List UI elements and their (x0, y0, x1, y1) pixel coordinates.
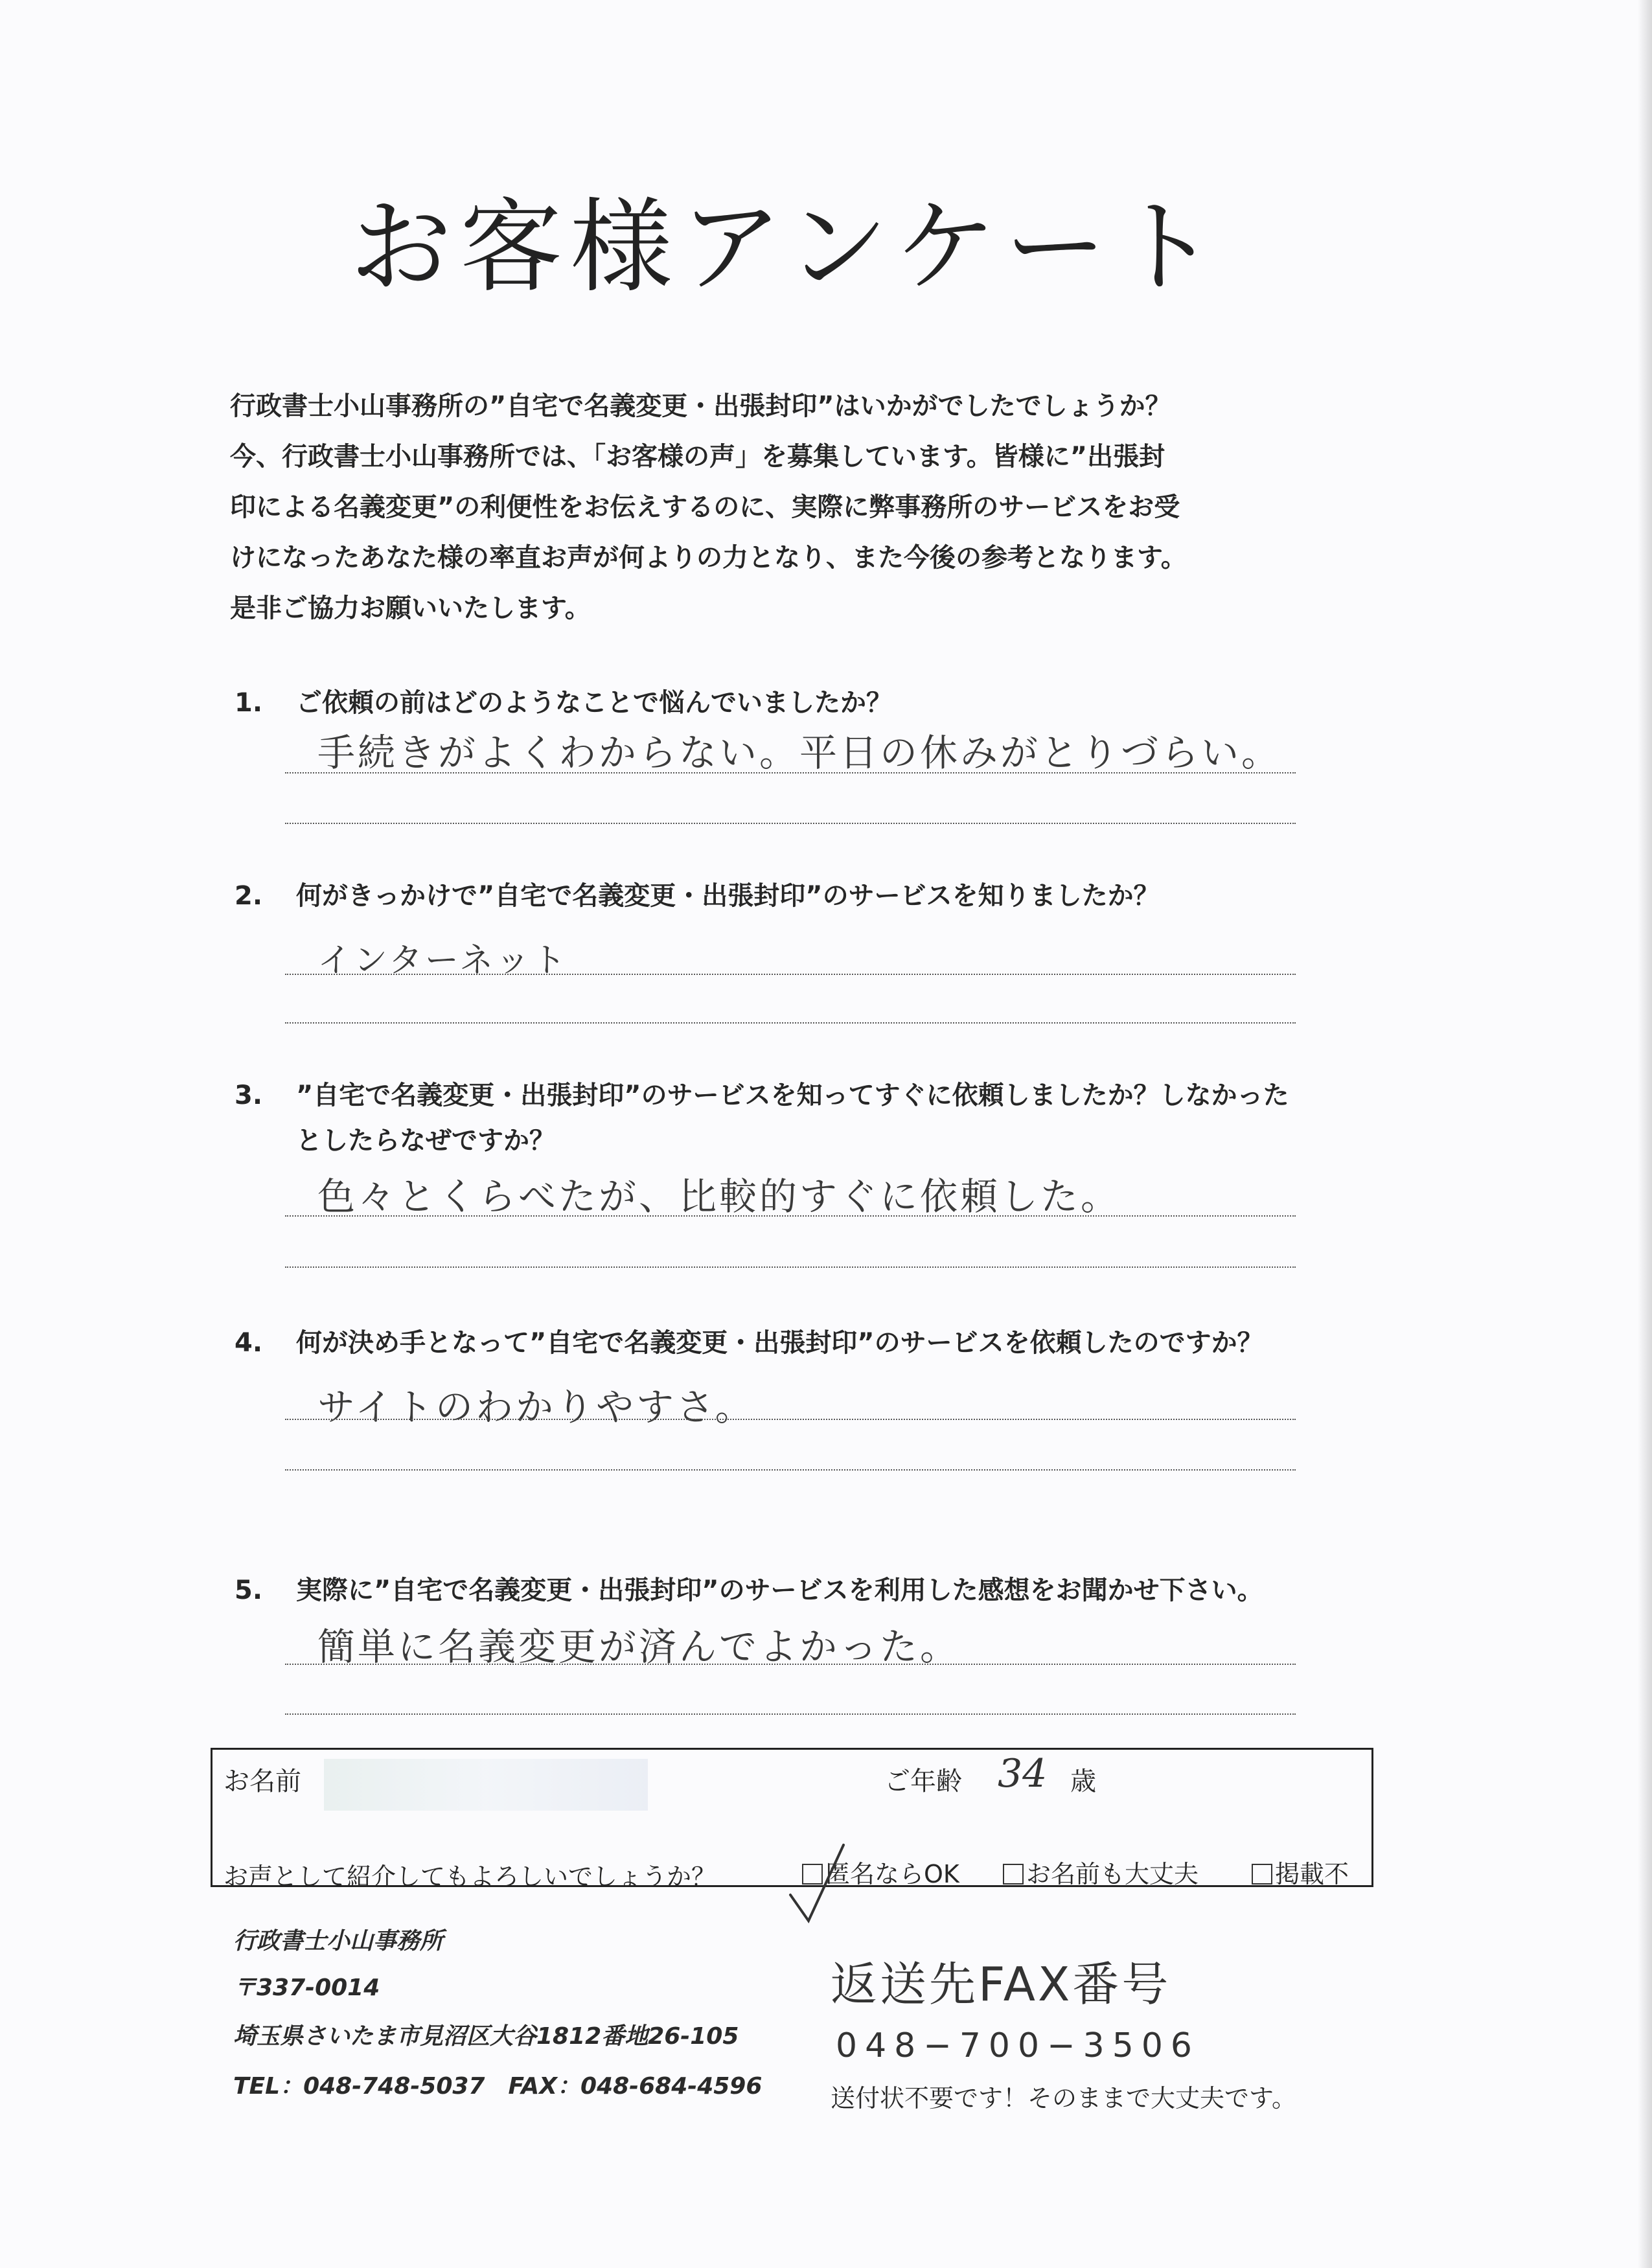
age-label: ご年齢 (884, 1767, 962, 1796)
question-number: 1. (235, 688, 263, 718)
intro-line: 印による名義変更”の利便性をお伝えするのに、実際に弊事務所のサービスをお受 (230, 492, 1180, 522)
consent-question: お声として紹介してもよろしいでしょうか？ (224, 1862, 717, 1891)
answer-2: インターネット (317, 941, 569, 980)
office-name: 行政書士小山事務所 (233, 1928, 444, 1954)
answer-3: 色々とくらべたが、比較的すぐに依頼した。 (317, 1174, 1121, 1219)
age-unit: 歳 (1070, 1767, 1096, 1796)
answer-1: 手続きがよくわからない。平日の休みがとりづらい。 (317, 731, 1282, 775)
question-number: 5. (235, 1575, 263, 1605)
answer-line (285, 1419, 1296, 1420)
checkbox (1003, 1864, 1024, 1884)
question-text: ”自宅で名義変更・出張封印”のサービスを知ってすぐに依頼しましたか？しなかった (296, 1081, 1289, 1110)
name-redacted (324, 1759, 648, 1811)
answer-line (285, 1469, 1296, 1471)
answer-5: 簡単に名義変更が済んでよかった。 (317, 1625, 961, 1669)
survey-title: お客様アンケート (349, 188, 1225, 307)
question-text-continued: としたらなぜですか？ (296, 1126, 555, 1156)
answer-line (285, 1713, 1296, 1715)
intro-line: 今、行政書士小山事務所では、「お客様の声」を募集しています。皆様に”出張封 (230, 442, 1165, 472)
age-value: 34 (998, 1751, 1048, 1796)
answer-4: サイトのわかりやすさ。 (317, 1385, 755, 1429)
intro-line: 是非ご協力お願いいたします。 (230, 593, 591, 623)
question-2 (235, 873, 1160, 919)
question-number: 3. (235, 1081, 263, 1110)
fax-note: 送付状不要です！そのままで大丈夫です。 (831, 2084, 1296, 2113)
check-mark-icon (784, 1840, 849, 1927)
answer-line (285, 1664, 1296, 1665)
answer-line (285, 974, 1296, 975)
option-label: 匿名ならOK (825, 1860, 959, 1888)
intro-text (230, 381, 1396, 634)
question-text: 実際に”自宅で名義変更・出張封印”のサービスを利用した感想をお聞かせ下さい。 (296, 1575, 1263, 1605)
answer-line (285, 1266, 1296, 1268)
fax-title: 返送先FAX番号 (831, 1957, 1171, 2011)
question-text: ご依頼の前はどのようなことで悩んでいましたか？ (296, 688, 892, 718)
question-4 (235, 1320, 1263, 1366)
paper-edge-shadow (1638, 0, 1652, 2268)
question-3 (235, 1073, 1289, 1163)
answer-line (285, 823, 1296, 824)
answer-line (285, 1022, 1296, 1024)
office-postal: 〒337-0014 (233, 1975, 380, 2001)
intro-line: けになったあなた様の率直お声が何よりの力となり、また今後の参考となります。 (230, 543, 1187, 573)
question-text: 何がきっかけで”自宅で名義変更・出張封印”のサービスを知りましたか？ (296, 881, 1160, 911)
question-text: 何が決め手となって”自宅で名義変更・出張封印”のサービスを依頼したのですか？ (296, 1328, 1263, 1358)
option-no-publish (1252, 1854, 1349, 1890)
question-number: 4. (235, 1328, 263, 1358)
option-label: お名前も大丈夫 (1026, 1860, 1199, 1888)
question-1 (235, 680, 892, 726)
checkbox (1252, 1864, 1272, 1884)
question-5 (235, 1568, 1263, 1613)
name-label: お名前 (224, 1767, 301, 1796)
answer-line (285, 772, 1296, 773)
option-label: 掲載不 (1275, 1860, 1349, 1888)
fax-number: 048−700−3506 (836, 2026, 1200, 2065)
answer-line (285, 1215, 1296, 1217)
question-number: 2. (235, 881, 263, 911)
office-tel-fax: TEL：048-748-5037 FAX：048-684-4596 (233, 2073, 763, 2100)
office-address: 埼玉県さいたま市見沼区大谷1812番地26-105 (233, 2023, 739, 2050)
intro-line: 行政書士小山事務所の”自宅で名義変更・出張封印”はいかがでしたでしょうか？ (230, 391, 1171, 421)
option-name-ok (1003, 1854, 1199, 1890)
